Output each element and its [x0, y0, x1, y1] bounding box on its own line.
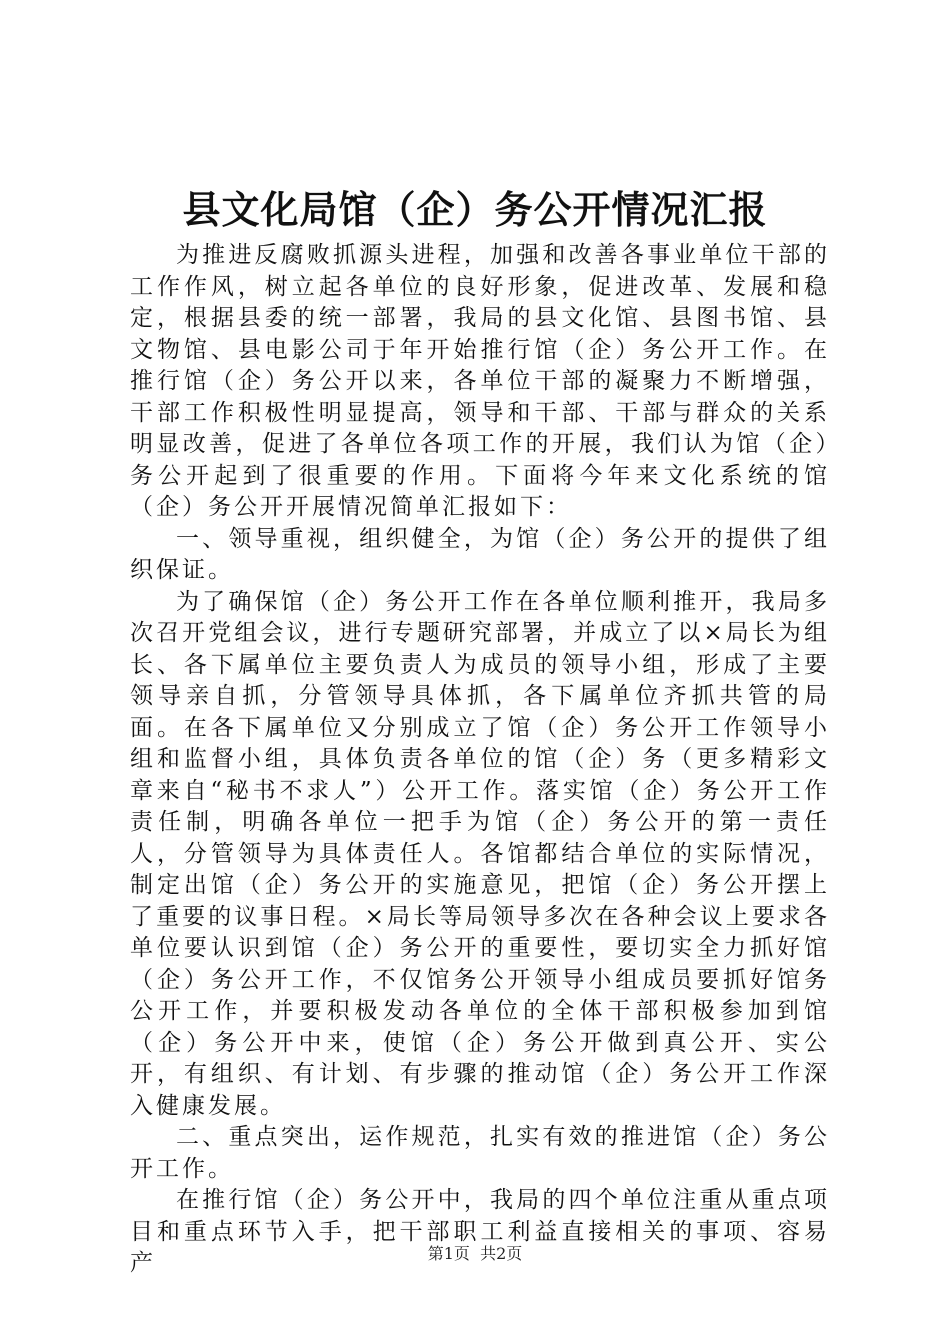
page-total: 共2页: [480, 1244, 523, 1263]
document-body: [130, 240, 830, 1280]
paragraph-intro: 为推进反腐败抓源头进程，加强和改善各事业单位干部的工作作风，树立起各单位的良好形象，促进改革、发展和稳定，根据县委的统一部署，我局的县文化馆、县图书馆、县文物馆、县电影公司于年开始推行馆（企）务公开工作。在推行馆（企）务公开以来，各单位干部的凝聚力不断增强，干部工作积极性明显提高，领导和干部、干部与群众的关系明显改善，促进了各单位各项工作的开展，我们认为馆（企）务公开起到了很重要的作用。下面将今年来文化系统的馆（企）务公开开展情况简单汇报如下：: [130, 242, 830, 520]
paragraph-section-1-heading: 一、领导重视，组织健全，为馆（企）务公开的提供了组织保证。: [130, 525, 830, 583]
paragraph-section-2-body: 在推行馆（企）务公开中，我局的四个单位注重从重点项目和重点环节入手，把干部职工利益直接相关的事项、容易产: [130, 1187, 830, 1276]
page-footer: [0, 1243, 950, 1265]
paragraph-section-2-heading: 二、重点突出，运作规范，扎实有效的推进馆（企）务公开工作。: [130, 1124, 830, 1182]
page-number: 第1页: [427, 1244, 470, 1263]
paragraph-section-1-body: 为了确保馆（企）务公开工作在各单位顺利推开，我局多次召开党组会议，进行专题研究部署，并成立了以×局长为组长、各下属单位主要负责人为成员的领导小组，形成了主要领导亲自抓，分管领导具体抓，各下属单位齐抓共管的局面。在各下属单位又分别成立了馆（企）务公开工作领导小组和监督小组，具体负责各单位的馆（企）务（更多精彩文章来自“秘书不求人”）公开工作。落实馆（企）务公开工作责任制，明确各单位一把手为馆（企）务公开的第一责任人，分管领导为具体责任人。各馆都结合单位的实际情况，制定出馆（企）务公开的实施意见，把馆（企）务公开摆上了重要的议事日程。×局长等局领导多次在各种会议上要求各单位要认识到馆（企）务公开的重要性，要切实全力抓好馆（企）务公开工作，不仅馆务公开领导小组成员要抓好馆务公开工作，并要积极发动各单位的全体干部积极参加到馆（企）务公开中来，使馆（企）务公开做到真公开、实公开，有组织、有计划、有步骤的推动馆（企）务公开工作深入健康发展。: [130, 588, 830, 1119]
document-title: 县文化局馆（企）务公开情况汇报: [182, 187, 768, 232]
